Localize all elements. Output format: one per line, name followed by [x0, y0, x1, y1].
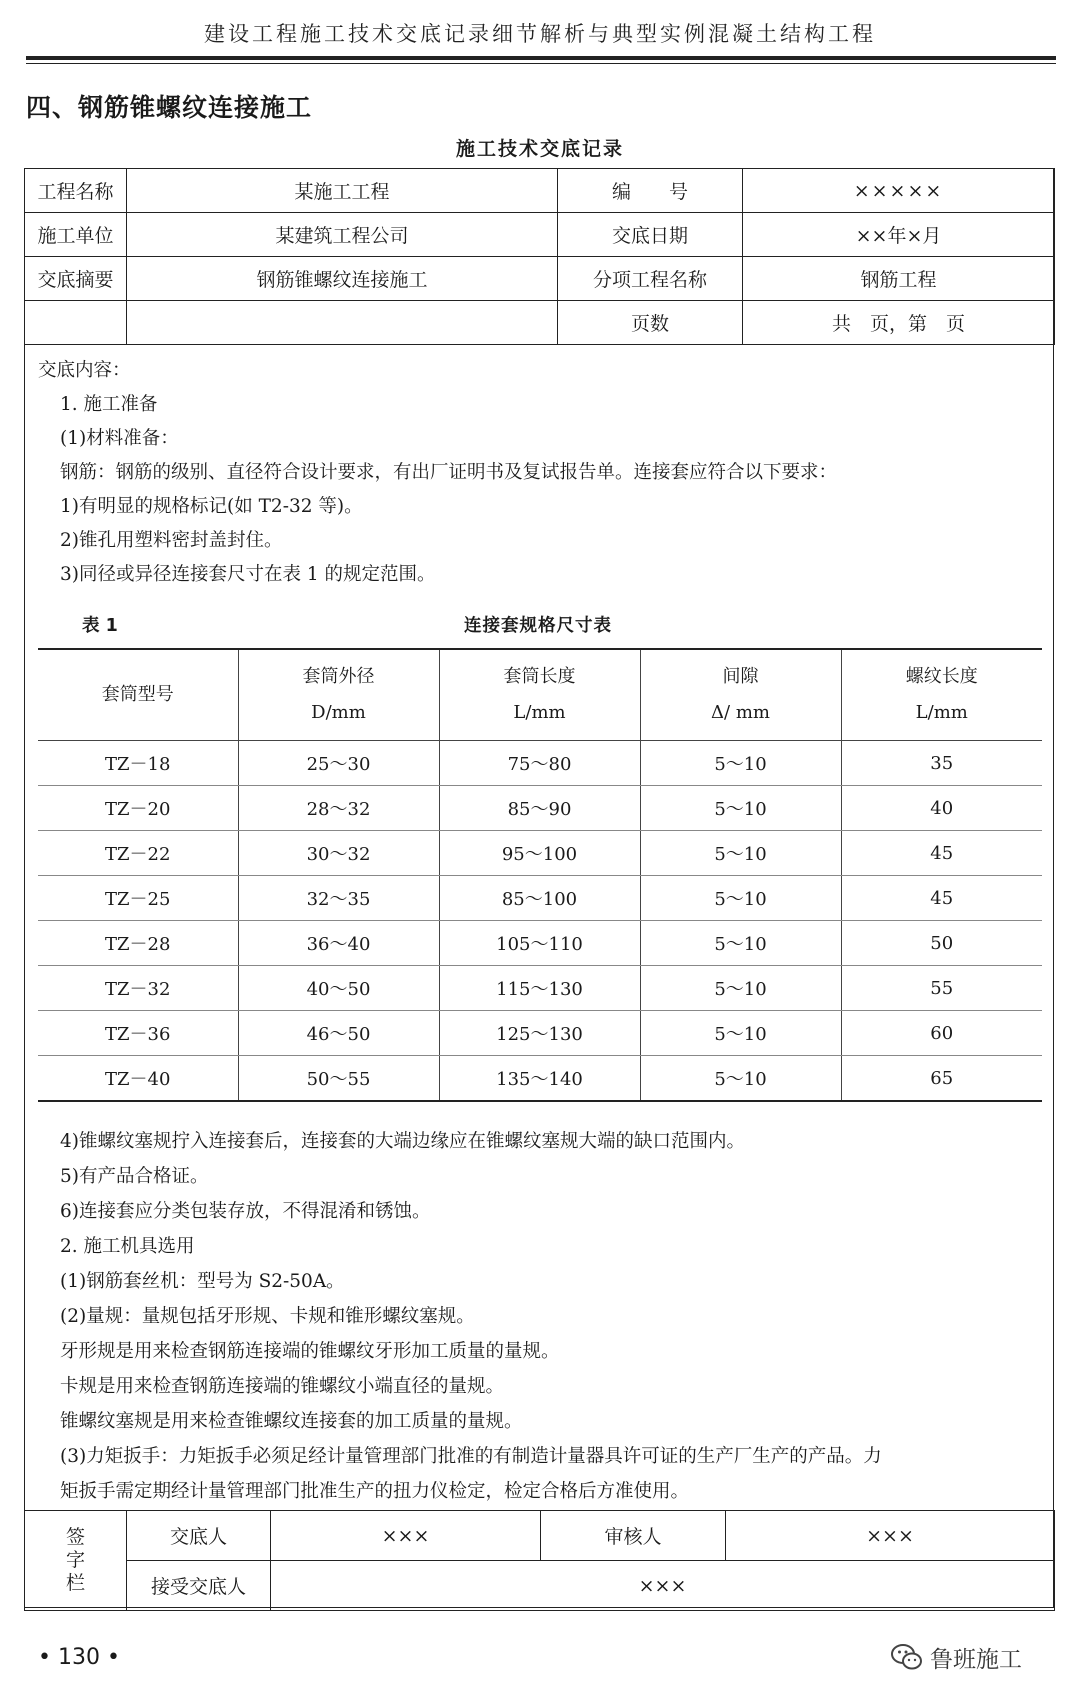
signature-row	[25, 1561, 1055, 1611]
table1-caption	[38, 612, 1038, 638]
info-label: 分项工程名称	[558, 257, 743, 301]
table-cell: 50～55	[238, 1056, 439, 1102]
info-label: 施工单位	[25, 213, 127, 257]
table-cell: TZ－25	[38, 876, 238, 921]
table-cell: 30～32	[238, 831, 439, 876]
content-line: 1)有明显的规格标记(如 T2-32 等)。	[60, 496, 363, 517]
table1-title: 连接套规格尺寸表	[464, 616, 612, 636]
disclosure-content-a	[38, 354, 1048, 592]
table-cell: 25～30	[238, 741, 439, 786]
content-line: (3)力矩扳手：力矩扳手必须足经计量管理部门批准的有制造计量器具许可证的生产厂生产的产品。力	[60, 1446, 882, 1467]
receiver-label: 接受交底人	[127, 1561, 271, 1611]
table-cell: 5～10	[640, 876, 841, 921]
reviewer-label: 审核人	[541, 1511, 726, 1561]
record-title: 施工技术交底记录	[455, 138, 624, 160]
table-row	[38, 786, 1042, 831]
content-line: 锥螺纹塞规是用来检查锥螺纹连接套的加工质量的量规。	[60, 1411, 523, 1432]
table-row	[38, 921, 1042, 966]
table-cell: 28～32	[238, 786, 439, 831]
info-label: 工程名称	[25, 169, 127, 213]
signature-table	[24, 1510, 1055, 1611]
table-row	[38, 1011, 1042, 1056]
content-line: 卡规是用来检查钢筋连接端的锥螺纹小端直径的量规。	[60, 1376, 505, 1397]
header-rule-thick	[26, 56, 1056, 60]
table-cell: TZ－22	[38, 831, 238, 876]
reviewer-value: ×××	[726, 1511, 1055, 1561]
info-table	[24, 168, 1055, 345]
table1-label: 表 1	[82, 616, 118, 636]
table-row	[38, 741, 1042, 786]
table-cell: 5～10	[640, 966, 841, 1011]
table-cell: 85～100	[439, 876, 640, 921]
table-cell: TZ－32	[38, 966, 238, 1011]
info-row	[25, 169, 1055, 213]
table-cell: 75～80	[439, 741, 640, 786]
info-value: 共 页，第 页	[743, 301, 1055, 345]
content-line: 6)连接套应分类包装存放，不得混淆和锈蚀。	[60, 1201, 431, 1222]
table-cell: TZ－40	[38, 1056, 238, 1102]
table-cell: 55	[841, 966, 1042, 1011]
signature-column-label: 签 字 栏	[25, 1511, 127, 1611]
table-cell: 125～130	[439, 1011, 640, 1056]
table-cell: 32～35	[238, 876, 439, 921]
table-cell: TZ－20	[38, 786, 238, 831]
table-cell: TZ－18	[38, 741, 238, 786]
table-cell: 65	[841, 1056, 1042, 1102]
content-line: 矩扳手需定期经计量管理部门批准生产的扭力仪检定，检定合格后方准使用。	[60, 1481, 690, 1502]
table-row	[38, 966, 1042, 1011]
info-value: 钢筋锥螺纹连接施工	[127, 257, 558, 301]
table-cell: 45	[841, 831, 1042, 876]
table-cell: 46～50	[238, 1011, 439, 1056]
table-cell: 115～130	[439, 966, 640, 1011]
content-line: 钢筋：钢筋的级别、直径符合设计要求，有出厂证明书及复试报告单。连接套应符合以下要求：	[60, 462, 838, 483]
info-value: ×××××	[743, 169, 1055, 213]
page-number: • 130 •	[38, 1645, 120, 1670]
table-cell: TZ－28	[38, 921, 238, 966]
info-value: 某施工工程	[127, 169, 558, 213]
info-value: 钢筋工程	[743, 257, 1055, 301]
table-cell: 35	[841, 741, 1042, 786]
content-line: 牙形规是用来检查钢筋连接端的锥螺纹牙形加工质量的量规。	[60, 1341, 560, 1362]
table-cell: 50	[841, 921, 1042, 966]
column-header: 螺纹长度 L/mm	[841, 649, 1042, 741]
info-row	[25, 257, 1055, 301]
info-row	[25, 213, 1055, 257]
discloser-value: ×××	[271, 1511, 541, 1561]
content-line: 4)锥螺纹塞规拧入连接套后，连接套的大端边缘应在锥螺纹塞规大端的缺口范围内。	[60, 1131, 745, 1152]
section-title: 四、钢筋锥螺纹连接施工	[26, 93, 313, 122]
content-line: (1)材料准备：	[60, 428, 179, 449]
table-cell: 5～10	[640, 921, 841, 966]
table-header-row	[38, 649, 1042, 741]
content-line: (2)量规：量规包括牙形规、卡规和锥形螺纹塞规。	[60, 1306, 475, 1327]
table-row	[38, 1056, 1042, 1102]
receiver-value: ×××	[271, 1561, 1055, 1611]
info-row	[25, 301, 1055, 345]
table-row	[38, 831, 1042, 876]
brand-name: 鲁班施工	[930, 1646, 1022, 1673]
table-cell: 5～10	[640, 786, 841, 831]
column-header: 套筒外径 D/mm	[238, 649, 439, 741]
content-line: 5)有产品合格证。	[60, 1166, 209, 1187]
column-header: 套筒型号	[38, 649, 238, 741]
sleeve-spec-table	[38, 648, 1042, 1102]
header-rule-thin	[26, 63, 1056, 64]
content-line: 1. 施工准备	[60, 394, 158, 415]
table-cell: 5～10	[640, 1011, 841, 1056]
content-line: 3)同径或异径连接套尺寸在表 1 的规定范围。	[60, 564, 436, 585]
table-cell: 135～140	[439, 1056, 640, 1102]
discloser-label: 交底人	[127, 1511, 271, 1561]
column-header: 间隙 Δ/ mm	[640, 649, 841, 741]
content-line: 交底内容：	[38, 360, 131, 381]
table-cell: 45	[841, 876, 1042, 921]
info-label: 页数	[558, 301, 743, 345]
info-value: 某建筑工程公司	[127, 213, 558, 257]
info-empty-cell	[25, 301, 127, 345]
wechat-icon	[890, 1642, 924, 1672]
signature-row	[25, 1511, 1055, 1561]
table-cell: 85～90	[439, 786, 640, 831]
info-label: 交底摘要	[25, 257, 127, 301]
table-cell: 40	[841, 786, 1042, 831]
content-line: 2)锥孔用塑料密封盖封住。	[60, 530, 283, 551]
disclosure-content-b	[38, 1124, 1048, 1509]
table-cell: 5～10	[640, 741, 841, 786]
table-cell: TZ－36	[38, 1011, 238, 1056]
table-cell: 95～100	[439, 831, 640, 876]
info-label: 交底日期	[558, 213, 743, 257]
table-cell: 5～10	[640, 831, 841, 876]
table-cell: 5～10	[640, 1056, 841, 1102]
table-cell: 36～40	[238, 921, 439, 966]
table-cell: 40～50	[238, 966, 439, 1011]
info-label: 编 号	[558, 169, 743, 213]
table-cell: 60	[841, 1011, 1042, 1056]
content-line: 2. 施工机具选用	[60, 1236, 195, 1257]
table-cell: 105～110	[439, 921, 640, 966]
info-empty-cell	[127, 301, 558, 345]
table-row	[38, 876, 1042, 921]
column-header: 套筒长度 L/mm	[439, 649, 640, 741]
watermark-brand	[890, 1640, 1022, 1674]
info-value: ××年×月	[743, 213, 1055, 257]
content-line: (1)钢筋套丝机：型号为 S2-50A。	[60, 1271, 345, 1292]
running-head: 建设工程施工技术交底记录细节解析与典型实例混凝土结构工程	[204, 22, 876, 46]
